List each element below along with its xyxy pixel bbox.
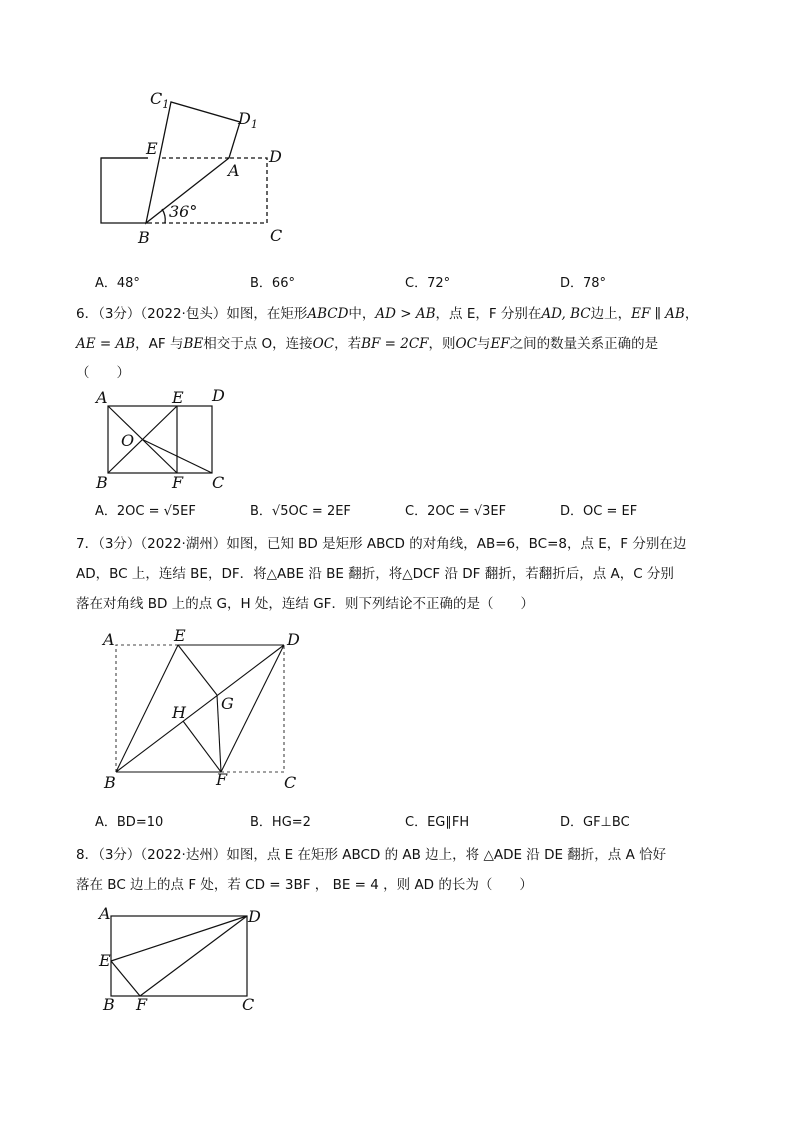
fig6-label-F: F <box>172 473 184 492</box>
q7-option-b: B．HG=2 <box>250 815 311 830</box>
fig5-label-angle: 36° <box>169 202 198 221</box>
fig6-label-O: O <box>121 431 135 450</box>
fig6-label-C: C <box>212 473 225 492</box>
q7-option-d: D．GF⊥BC <box>560 815 630 830</box>
fig8-label-F: F <box>136 995 148 1014</box>
fig6-label-E: E <box>172 388 184 407</box>
q7-line3: 落在对角线 BD 上的点 G，H 处，连结 GF．则下列结论不正确的是（ ） <box>76 596 534 612</box>
fig8-FD <box>140 916 247 996</box>
q5-option-c: C．72° <box>405 276 451 291</box>
q6-line2: AE = AB，AF 与BE相交于点 O，连接OC，若BF = 2CF，则OC与EF之间的数量关系正确的是 <box>76 336 659 352</box>
q6-line3: （ ） <box>76 365 130 381</box>
fig7-label-A: A <box>103 630 115 649</box>
fig5-label-B: B <box>138 228 150 247</box>
q7-option-a: A．BD=10 <box>95 815 164 830</box>
fig8-label-B: B <box>103 995 115 1014</box>
q7-line2: AD，BC 上，连结 BE，DF．将△ABE 沿 BE 翻折，将△DCF 沿 DF 翻折，若翻折后，点 A，C 分别 <box>76 566 674 582</box>
fig5-label-C: C <box>270 226 283 245</box>
q5-option-d: D．78° <box>560 276 607 291</box>
q6-line1: 6．（3分）（2022·包头）如图，在矩形ABCD中，AD > AB，点 E，F 分别在AD, BC边上，EF ∥ AB， <box>76 306 699 322</box>
fig7-label-H: H <box>172 703 186 722</box>
fig7-label-G: G <box>221 694 234 713</box>
fig8-label-A: A <box>99 904 111 923</box>
fig8-rect <box>111 916 247 996</box>
q6-option-c: C．2OC = √3EF <box>405 504 507 519</box>
fig5-label-D: D <box>269 147 282 166</box>
q8-line1: 8．（3分）（2022·达州）如图，点 E 在矩形 ABCD 的 AB 边上，将 △ADE 沿 DE 翻折，点 A 恰好 <box>76 847 667 863</box>
fig5-label-A: A <box>228 161 240 180</box>
fig8-label-D: D <box>248 907 261 926</box>
fig5-label-E: E <box>146 139 158 158</box>
fig8-ED <box>111 916 247 961</box>
q7-option-c: C．EG∥FH <box>405 815 470 830</box>
q5-option-b: B．66° <box>250 276 295 291</box>
fig5-label-C1: $C_1$ <box>150 89 170 111</box>
fig8-EF <box>111 961 140 996</box>
fig6-label-B: B <box>96 473 108 492</box>
q5-option-a: A．48° <box>95 276 140 291</box>
fig7-label-E: E <box>174 626 186 645</box>
fig7-label-C: C <box>284 773 297 792</box>
q6-option-b: B．√5OC = 2EF <box>250 504 351 519</box>
q6-option-d: D．OC = EF <box>560 504 638 519</box>
fig7-label-D: D <box>287 630 300 649</box>
fig6-label-D: D <box>212 386 225 405</box>
q6-option-a: A．2OC = √5EF <box>95 504 196 519</box>
q8-line2: 落在 BC 边上的点 F 处，若 CD = 3BF ， BE = 4 ，则 AD 的长为（ ） <box>76 877 533 893</box>
fig7-label-F: F <box>216 770 228 789</box>
q7-line1: 7．（3分）（2022·湖州）如图，已知 BD 是矩形 ABCD 的对角线，AB=6，BC=8，点 E，F 分别在边 <box>76 536 687 552</box>
fig5-label-D1: $D_1$ <box>238 109 258 131</box>
fig7-label-B: B <box>104 773 116 792</box>
fig8-label-E: E <box>99 951 111 970</box>
fig8-label-C: C <box>242 995 255 1014</box>
fig6-label-A: A <box>96 388 108 407</box>
